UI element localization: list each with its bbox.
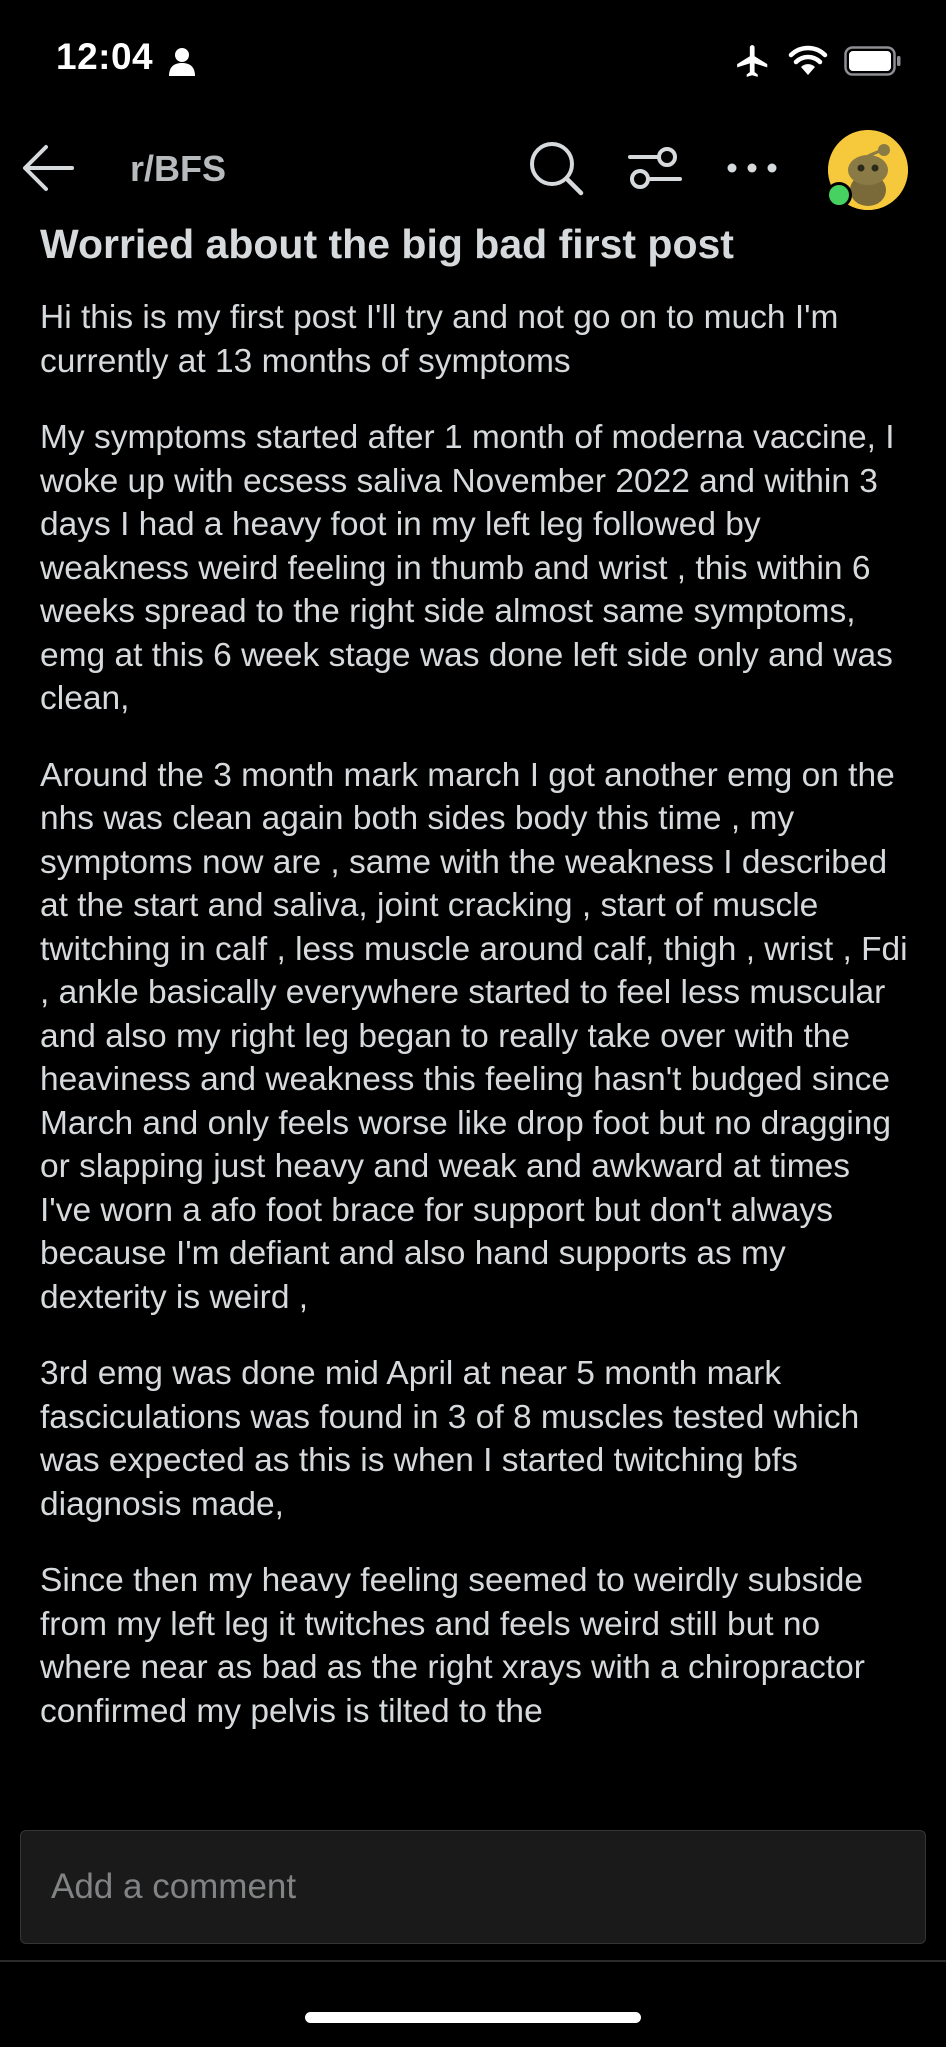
more-icon — [724, 158, 780, 178]
more-options-button[interactable] — [720, 136, 784, 200]
post-paragraph: Hi this is my first post I'll try and not go on to much I'm currently at 13 months of symptoms — [40, 299, 839, 380]
comment-bar — [0, 1830, 946, 1960]
status-bar — [0, 0, 946, 120]
status-time: 12:04 — [56, 36, 154, 77]
wifi-icon — [788, 45, 828, 77]
filter-button[interactable] — [622, 136, 686, 200]
scroll-fade — [0, 1792, 946, 1830]
post-content — [40, 218, 910, 1830]
home-indicator[interactable] — [305, 2012, 641, 2023]
person-icon — [168, 47, 196, 77]
post-header — [0, 120, 946, 220]
back-arrow-icon — [18, 138, 78, 198]
post-paragraph: Around the 3 month mark march I got another emg on the nhs was clean again both sides body this time , my symptoms now are , same with the weakness I described at the start and saliva, joint cracking , start of muscle twitching in calf , less muscle around calf, thigh , wrist , Fdi , ankle basically everywhere started to feel less muscular and also my right leg began to really take over with the heaviness and weakness this feeling hasn't budged since March and only feels worse like drop foot but no dragging or slapping just heavy and weak and awkward at times I've worn a afo foot brace for support but don't always because I'm defiant and also hand supports as my dexterity is weird , — [40, 756, 908, 1316]
subreddit-name[interactable]: r/BFS — [130, 148, 227, 189]
back-button[interactable] — [18, 138, 78, 198]
post-body — [40, 296, 910, 1733]
post-paragraph: Since then my heavy feeling seemed to weirdly subside from my left leg it twitches and feels weird still but no where near as bad as the right xrays with a chiropractor confirmed my pelvis is tilted to the — [40, 1562, 865, 1730]
divider — [0, 1960, 946, 1962]
search-icon — [526, 138, 586, 198]
comment-input[interactable]: Add a comment — [20, 1830, 926, 1944]
search-button[interactable] — [524, 136, 588, 200]
battery-icon — [844, 46, 902, 76]
post-paragraph: My symptoms started after 1 month of moderna vaccine, I woke up with ecsess saliva November 2022 and within 3 days I had a heavy foot in my left leg followed by weakness weird feeling in thumb and wrist , this within 6 weeks spread to the right side almost same symptoms, emg at this 6 week stage was done left side only and was clean, — [40, 419, 895, 717]
airplane-icon — [734, 42, 772, 80]
filter-icon — [624, 138, 684, 198]
post-paragraph: 3rd emg was done mid April at near 5 month mark fasciculations was found in 3 of 8 muscles tested which was expected as this is when I started twitching bfs diagnosis made, — [40, 1355, 860, 1523]
post-title: Worried about the big bad first post — [40, 221, 734, 267]
online-status-dot — [826, 182, 852, 208]
